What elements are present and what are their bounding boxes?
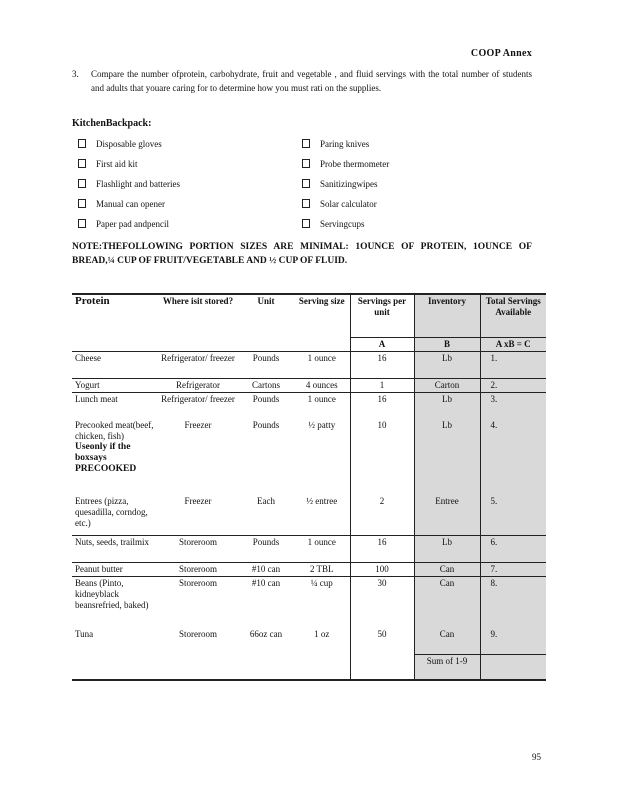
table-subheader-row: [72, 337, 546, 351]
annex-header: COOP Annex: [470, 48, 532, 59]
page-number: 95: [532, 752, 541, 762]
question-text: Compare the number ofprotein, carbohydrate, fruit and vegetable , and fluid servings with the total number of students and adults that youare caring for to determine how you must rati on the supplies.: [91, 69, 532, 93]
header-where: Where isit stored?: [158, 294, 238, 337]
table-row: Lunch meat Refrigerator/ freezer Pounds 1 ounce 16 Lb 3.: [72, 392, 546, 419]
checklist-item: Manual can opener: [78, 199, 165, 209]
subheader-a: A: [350, 337, 414, 351]
table-header-row: [72, 294, 546, 337]
checkbox-icon[interactable]: [78, 139, 86, 148]
header-serving: Serving size: [294, 294, 350, 337]
question-3: [72, 67, 532, 95]
table-row: Precooked meat(beef, chicken, fish) Useonly if the boxsays PRECOOKED Freezer Pounds ½ patty 10 Lb 4.: [72, 419, 546, 495]
table-row: Beans (Pinto, kidneyblack beansrefried, baked) Storeroom #10 can ¼ cup 30 Can 8.: [72, 576, 546, 628]
checklist-item: Paper pad andpencil: [78, 219, 169, 229]
checklist-item: Flashlight and batteries: [78, 179, 180, 189]
header-servings-per-unit: Servings per unit: [350, 294, 414, 337]
sum-label: Sum of 1-9: [414, 654, 480, 680]
table-row: Nuts, seeds, trailmix Storeroom Pounds 1 ounce 16 Lb 6.: [72, 535, 546, 562]
header-inventory: Inventory: [414, 294, 480, 337]
table-row: Cheese Refrigerator/ freezer Pounds 1 ounce 16 Lb 1.: [72, 351, 546, 378]
checklist-item: Paring knives: [302, 139, 369, 149]
header-unit: Unit: [238, 294, 294, 337]
checklist-item: Servingcups: [302, 219, 365, 229]
checkbox-icon[interactable]: [78, 179, 86, 188]
kitchen-checklist: [72, 139, 532, 239]
checklist-item: Disposable gloves: [78, 139, 162, 149]
table-row: Tuna Storeroom 66oz can 1 oz 50 Can 9.: [72, 628, 546, 654]
checkbox-icon[interactable]: [302, 159, 310, 168]
table-row: Yogurt Refrigerator Cartons 4 ounces 1 Carton 2.: [72, 378, 546, 392]
header-protein: Protein: [72, 294, 158, 337]
checklist-item: Probe thermometer: [302, 159, 389, 169]
kitchen-backpack-heading: KitchenBackpack:: [72, 118, 152, 129]
header-total: Total Servings Available: [480, 294, 546, 337]
portion-note: NOTE:THEFOLLOWING PORTION SIZES ARE MINIMAL: 1OUNCE OF PROTEIN, 1OUNCE OF BREAD,¼ CUP OF FRUIT/VEGETABLE AND ½ CUP OF FLUID.: [72, 242, 532, 266]
checklist-item: Sanitizingwipes: [302, 179, 378, 189]
subheader-formula: A xB = C: [480, 337, 546, 351]
checklist-item: Solar calculator: [302, 199, 377, 209]
table-sum-row: [72, 654, 546, 680]
precooked-note: Useonly if the boxsays PRECOOKED: [75, 442, 137, 474]
table-row: Peanut butter Storeroom #10 can 2 TBL 100 Can 7.: [72, 562, 546, 576]
checkbox-icon[interactable]: [302, 199, 310, 208]
subheader-b: B: [414, 337, 480, 351]
checkbox-icon[interactable]: [78, 159, 86, 168]
checkbox-icon[interactable]: [302, 139, 310, 148]
checkbox-icon[interactable]: [302, 179, 310, 188]
protein-servings-table: [72, 293, 546, 681]
checkbox-icon[interactable]: [78, 199, 86, 208]
checklist-item: First aid kit: [78, 159, 138, 169]
table-row: Entrees (pizza, quesadilla, corndog, etc.) Freezer Each ½ entree 2 Entree 5.: [72, 495, 546, 535]
checkbox-icon[interactable]: [302, 219, 310, 228]
question-number: 3.: [72, 69, 79, 79]
checkbox-icon[interactable]: [78, 219, 86, 228]
